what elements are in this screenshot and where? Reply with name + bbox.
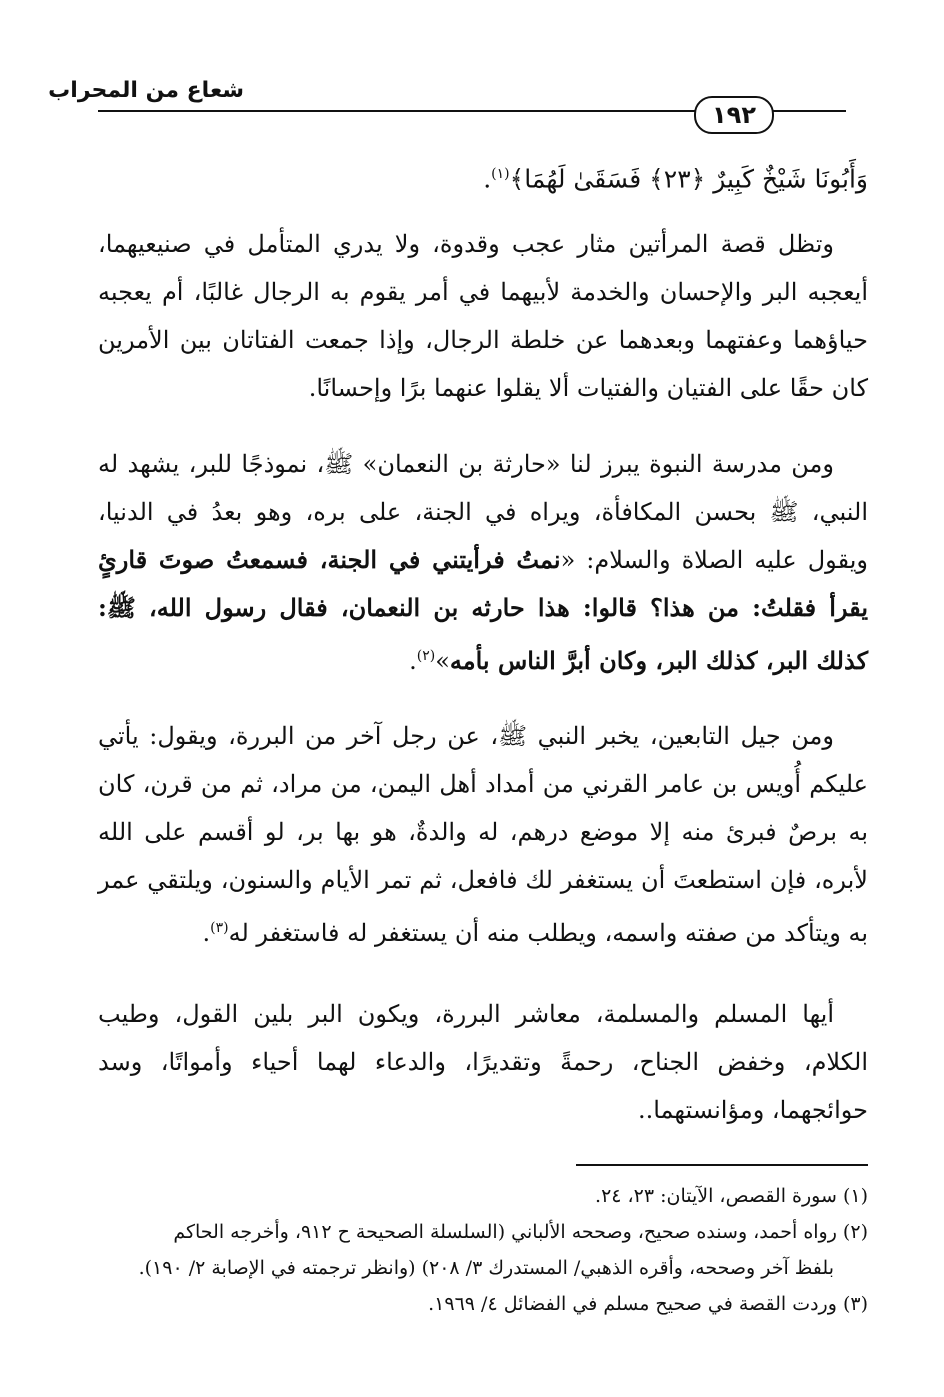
paragraph-2-end: . <box>409 647 417 675</box>
paragraph-4: أيها المسلم والمسلمة، معاشر البررة، ويكون البر بلين القول، وطيب الكلام، وخفض الجناح، رحمةً وتقديرًا، والدعاء لهما أحياء وأمواتًا، وسد حوائجهما، ومؤانستهما.. <box>98 1000 868 1124</box>
hadith-quote: نمتُ فرأيتني في الجنة، فسمعتُ صوتَ قارئٍ يقرأ فقلتُ: من هذا؟ قالوا: هذا حارثه بن النعمان، فقال رسول الله، ﷺ: كذلك البر، كذلك البر، وكان أبرَّ الناس بأمه <box>98 545 868 675</box>
footnote-1: (١) سورة القصص، الآيتان: ٢٣، ٢٤. <box>595 1185 868 1207</box>
footnote-2: (٢) رواه أحمد، وسنده صحيح، وصححه الألباني (السلسلة الصحيحة ح ٩١٢، وأخرجه الحاكم <box>173 1221 868 1243</box>
paragraph-2-intro: ومن مدرسة النبوة يبرز لنا «حارثة بن النعمان» ﷺ، نموذجًا للبر، يشهد له النبي، ﷺ بحسن المكافأة، ويراه في الجنة، على بره، وهو بعدُ في الدنيا، ويقول عليه الصلاة والسلام: « <box>98 450 868 574</box>
footnote-separator <box>576 1164 868 1166</box>
footnotes <box>98 1178 868 1322</box>
footnote-3: (٣) وردت القصة في صحيح مسلم في الفضائل ٤/ ١٩٦٩. <box>428 1293 868 1315</box>
paragraph-2 <box>98 440 868 685</box>
footnote-ref-3: (٣) <box>210 920 229 936</box>
paragraph-3 <box>98 712 868 957</box>
paragraph-3-text: ومن جيل التابعين، يخبر النبي ﷺ، عن رجل آخر من البررة، ويقول: يأتي عليكم أُويس بن عامر القرني من أمداد أهل اليمن، من مراد، ثم من قرن، كان به برصٌ فبرئ منه إلا موضع درهم، له والدةٌ، هو بها بر، لو أقسم على الله لأبره، فإن استطعتَ أن يستغفر لك فافعل، ثم تمر الأيام والسنون، ويلتقي عمر به ويتأكد من صفته واسمه، ويطلب منه أن يستغفر له فاستغفر له <box>98 722 868 947</box>
paragraph-3-end: . <box>202 919 211 947</box>
verse-text: وَأَبُونَا شَيْخٌ كَبِيرٌ ﴿٢٣﴾ فَسَقَىٰ لَهُمَا﴾ <box>509 164 868 194</box>
page-number: ١٩٢ <box>694 96 774 134</box>
running-header-title: شعاع من المحراب <box>48 78 244 103</box>
footnote-ref-1: (١) <box>491 166 510 182</box>
verse-end: . <box>483 164 492 194</box>
quran-verse <box>98 150 868 203</box>
footnote-ref-2: (٢) <box>416 648 436 664</box>
paragraph-1: وتظل قصة المرأتين مثار عجب وقدوة، ولا يدري المتأمل في صنيعيهما، أيعجبه البر والإحسان والخدمة لأبيهما في أمر يقوم به الرجال غالبًا، أم يعجبه حياؤهما وعفتهما وبعدهما عن خلطة الرجال، وإذا جمعت الفتاتان بين الأمرين كان حقًا على الفتيان والفتيات ألا يقلوا عنهما برًا وإحسانًا. <box>98 230 868 402</box>
footnote-2-continuation: بلفظ آخر وصححه، وأقره الذهبي/ المستدرك ٣/ ٢٠٨) (وانظر ترجمته في الإصابة ٢/ ١٩٠). <box>138 1257 834 1279</box>
quote-close: » <box>435 647 450 675</box>
